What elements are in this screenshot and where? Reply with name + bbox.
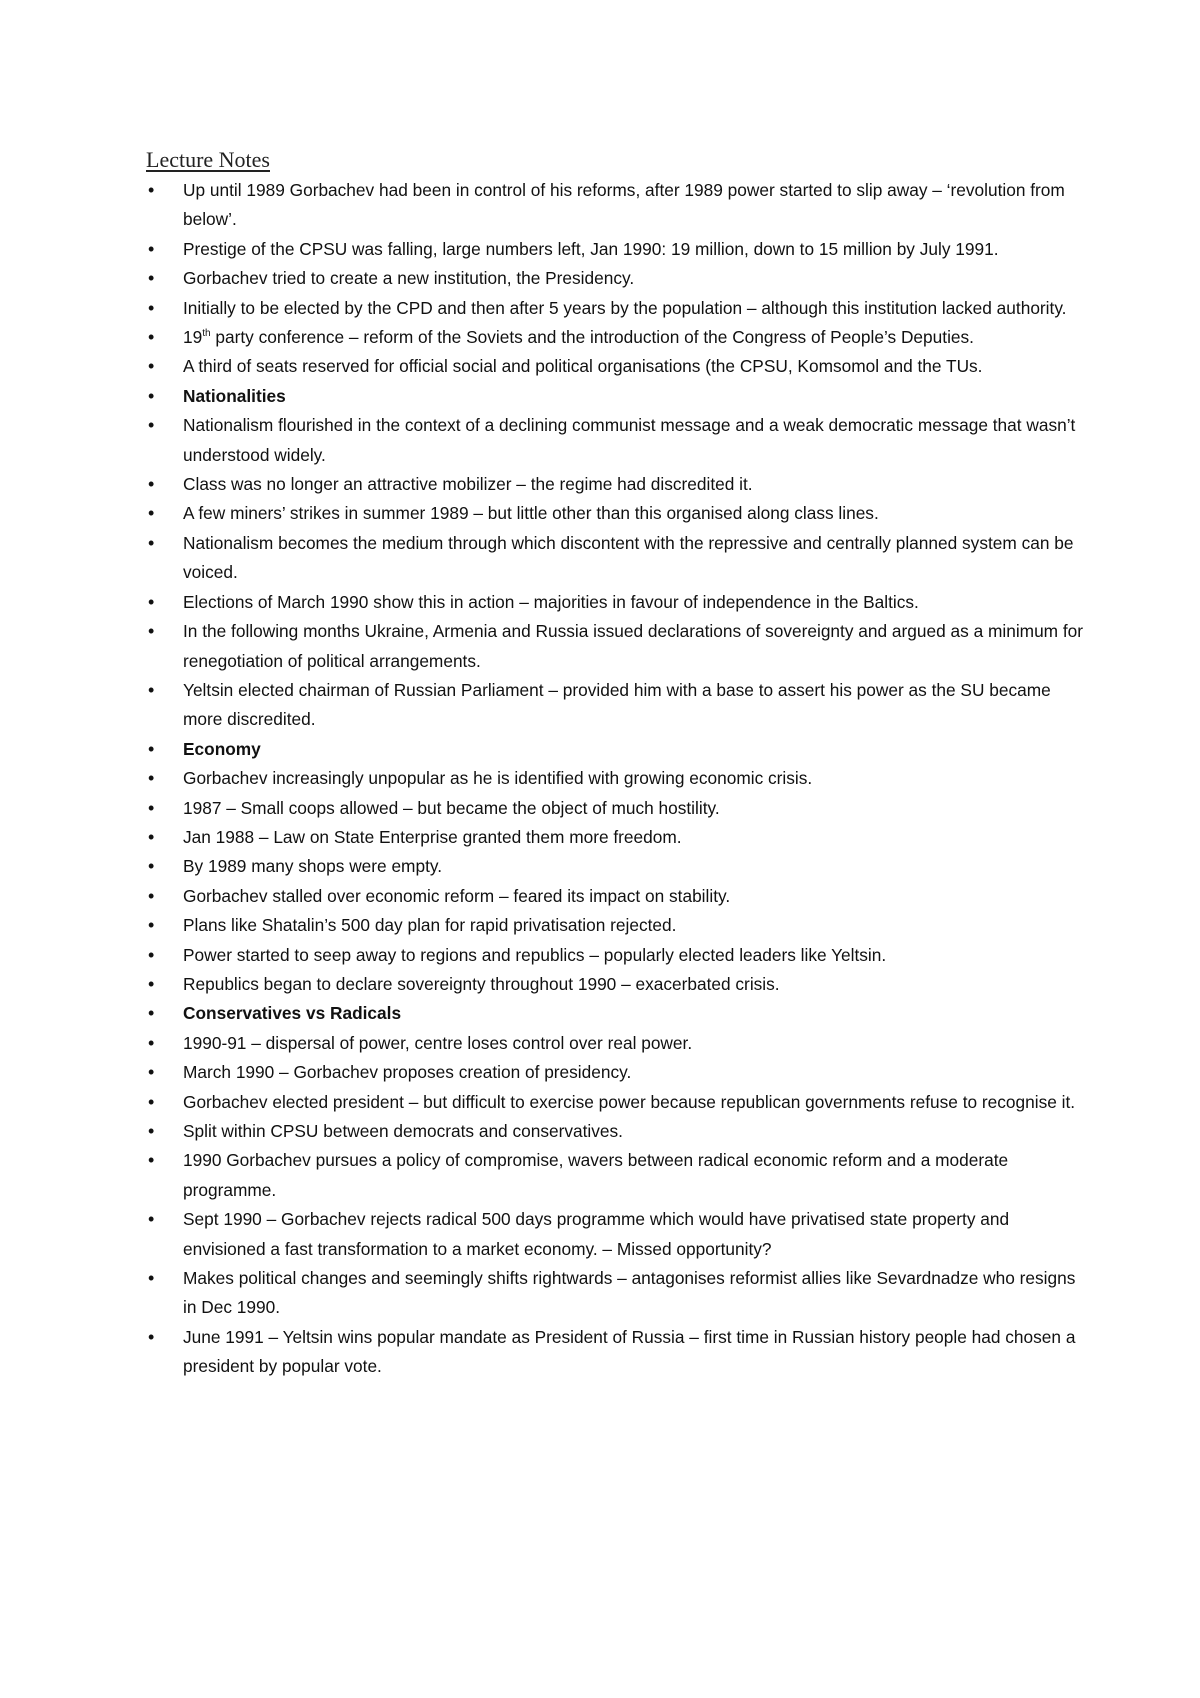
list-item bbox=[146, 1029, 1086, 1058]
list-item bbox=[146, 676, 1086, 735]
list-item bbox=[146, 882, 1086, 911]
list-item-text: A few miners’ strikes in summer 1989 – but little other than this organised along class lines. bbox=[183, 503, 879, 524]
list-item bbox=[146, 529, 1086, 588]
bullet-icon: • bbox=[148, 1268, 155, 1289]
list-item-text: Gorbachev elected president – but difficult to exercise power because republican governments refuse to recognise it. bbox=[183, 1091, 1076, 1112]
bullet-icon: • bbox=[148, 944, 155, 965]
bullet-icon: • bbox=[148, 385, 155, 406]
list-item-text: Sept 1990 – Gorbachev rejects radical 500 days programme which would have privatised state property and envisioned a fast transformation to a market economy. – Missed opportunity? bbox=[183, 1209, 1010, 1259]
bullet-icon: • bbox=[148, 356, 155, 377]
ordinal-suffix: th bbox=[202, 328, 211, 340]
list-item-text: Gorbachev tried to create a new institution, the Presidency. bbox=[183, 268, 635, 289]
bullet-icon: • bbox=[148, 885, 155, 906]
list-item bbox=[146, 823, 1086, 852]
bullet-icon: • bbox=[148, 532, 155, 553]
list-item bbox=[146, 235, 1086, 264]
section-heading-text: Conservatives vs Radicals bbox=[183, 1003, 402, 1024]
list-item bbox=[146, 588, 1086, 617]
list-item-text: Nationalism flourished in the context of a declining communist message and a weak democratic message that wasn’t understood widely. bbox=[183, 415, 1076, 465]
page-title: Lecture Notes bbox=[146, 147, 270, 172]
bullet-icon: • bbox=[148, 180, 155, 200]
list-item-text: Split within CPSU between democrats and conservatives. bbox=[183, 1121, 623, 1141]
list-item bbox=[146, 411, 1086, 470]
bullet-icon: • bbox=[148, 474, 155, 495]
list-item bbox=[146, 470, 1086, 499]
list-item-text: 1990 Gorbachev pursues a policy of compromise, wavers between radical economic reform and a moderate programme. bbox=[183, 1150, 1009, 1200]
list-item bbox=[146, 1088, 1086, 1117]
section-heading bbox=[146, 999, 1086, 1028]
bullet-icon: • bbox=[148, 591, 155, 612]
bullet-icon: • bbox=[148, 1121, 155, 1141]
section-heading-text: Nationalities bbox=[183, 385, 286, 406]
bullet-icon: • bbox=[148, 797, 155, 818]
list-item-text: Gorbachev increasingly unpopular as he is identified with growing economic crisis. bbox=[183, 768, 813, 789]
bullet-icon: • bbox=[148, 1326, 155, 1347]
bullet-icon: • bbox=[148, 415, 155, 436]
section-heading-text: Economy bbox=[183, 738, 261, 759]
list-item-text: Nationalism becomes the medium through which discontent with the repressive and centrally planned system can be voiced. bbox=[183, 532, 1074, 583]
bullet-icon: • bbox=[148, 1062, 155, 1083]
list-item-body: party conference – reform of the Soviets and the introduction of the Congress of People’s Deputies. bbox=[210, 327, 974, 348]
list-item bbox=[146, 970, 1086, 999]
list-item-text: Plans like Shatalin’s 500 day plan for rapid privatisation rejected. bbox=[183, 915, 677, 936]
bullet-icon: • bbox=[148, 768, 155, 789]
list-item-text: Initially to be elected by the CPD and then after 5 years by the population – although this institution lacked authority. bbox=[183, 297, 1067, 318]
list-item-text: A third of seats reserved for official social and political organisations (the CPSU, Komsomol and the TUs. bbox=[183, 356, 983, 377]
list-item-text: Prestige of the CPSU was falling, large numbers left, Jan 1990: 19 million, down to 15 million by July 1991. bbox=[183, 238, 999, 259]
list-item-text: Yeltsin elected chairman of Russian Parliament – provided him with a base to assert his power as the SU became more discredited. bbox=[183, 679, 1051, 730]
bullet-icon: • bbox=[148, 297, 155, 318]
list-item bbox=[146, 352, 1086, 381]
list-item bbox=[146, 1264, 1086, 1323]
list-item-text: March 1990 – Gorbachev proposes creation of presidency. bbox=[183, 1062, 632, 1083]
bullet-icon: • bbox=[148, 1091, 155, 1112]
list-item bbox=[146, 1117, 1086, 1146]
bullet-icon: • bbox=[148, 503, 155, 524]
list-item-text: Power started to seep away to regions and republics – popularly elected leaders like Yeltsin. bbox=[183, 944, 887, 965]
list-item bbox=[146, 1205, 1086, 1264]
list-item-text: Class was no longer an attractive mobilizer – the regime had discredited it. bbox=[183, 474, 753, 495]
bullet-icon: • bbox=[148, 268, 155, 289]
list-item bbox=[146, 794, 1086, 823]
list-item bbox=[146, 323, 1086, 352]
bullet-icon: • bbox=[148, 826, 155, 847]
list-item-text: 1987 – Small coops allowed – but became the object of much hostility. bbox=[183, 797, 720, 818]
list-item bbox=[146, 941, 1086, 970]
list-item-text: 1990-91 – dispersal of power, centre loses control over real power. bbox=[183, 1032, 693, 1053]
list-item bbox=[146, 264, 1086, 293]
bullet-icon: • bbox=[148, 973, 155, 994]
list-item bbox=[146, 176, 1086, 235]
section-heading bbox=[146, 382, 1086, 411]
list-item bbox=[146, 1323, 1086, 1382]
bullet-icon: • bbox=[148, 738, 155, 759]
list-item bbox=[146, 764, 1086, 793]
notes-list bbox=[146, 176, 1086, 1382]
list-item bbox=[146, 852, 1086, 881]
bullet-icon: • bbox=[148, 1003, 155, 1024]
list-item-text: Makes political changes and seemingly shifts rightwards – antagonises reformist allies like Sevardnadze who resigns in Dec 1990. bbox=[183, 1268, 1076, 1318]
list-item-text: Up until 1989 Gorbachev had been in control of his reforms, after 1989 power started to slip away – ‘revolution from below’. bbox=[183, 180, 1065, 230]
bullet-icon: • bbox=[148, 327, 155, 348]
section-heading bbox=[146, 735, 1086, 764]
ordinal-number: 19 bbox=[183, 327, 203, 348]
bullet-icon: • bbox=[148, 679, 155, 700]
list-item-text: Republics began to declare sovereignty throughout 1990 – exacerbated crisis. bbox=[183, 973, 780, 994]
list-item bbox=[146, 617, 1086, 676]
bullet-icon: • bbox=[148, 1209, 155, 1230]
list-item bbox=[146, 294, 1086, 323]
list-item bbox=[146, 499, 1086, 528]
list-item-text: Elections of March 1990 show this in action – majorities in favour of independence in the Baltics. bbox=[183, 591, 919, 612]
list-item-text: By 1989 many shops were empty. bbox=[183, 856, 443, 877]
bullet-icon: • bbox=[148, 856, 155, 877]
list-item-text: In the following months Ukraine, Armenia and Russia issued declarations of sovereignty and argued as a minimum for renegotiation of political arrangements. bbox=[183, 621, 1084, 671]
bullet-icon: • bbox=[148, 1032, 155, 1053]
list-item bbox=[146, 1058, 1086, 1087]
bullet-icon: • bbox=[148, 238, 155, 259]
list-item-text bbox=[183, 327, 974, 347]
list-item-text: June 1991 – Yeltsin wins popular mandate as President of Russia – first time in Russian history people had chosen a president by popular vote. bbox=[183, 1326, 1076, 1377]
list-item-text: Gorbachev stalled over economic reform – feared its impact on stability. bbox=[183, 885, 731, 906]
list-item-text: Jan 1988 – Law on State Enterprise granted them more freedom. bbox=[183, 826, 682, 847]
bullet-icon: • bbox=[148, 1150, 155, 1171]
bullet-icon: • bbox=[148, 621, 155, 642]
list-item bbox=[146, 1146, 1086, 1205]
list-item bbox=[146, 911, 1086, 940]
bullet-icon: • bbox=[148, 915, 155, 936]
